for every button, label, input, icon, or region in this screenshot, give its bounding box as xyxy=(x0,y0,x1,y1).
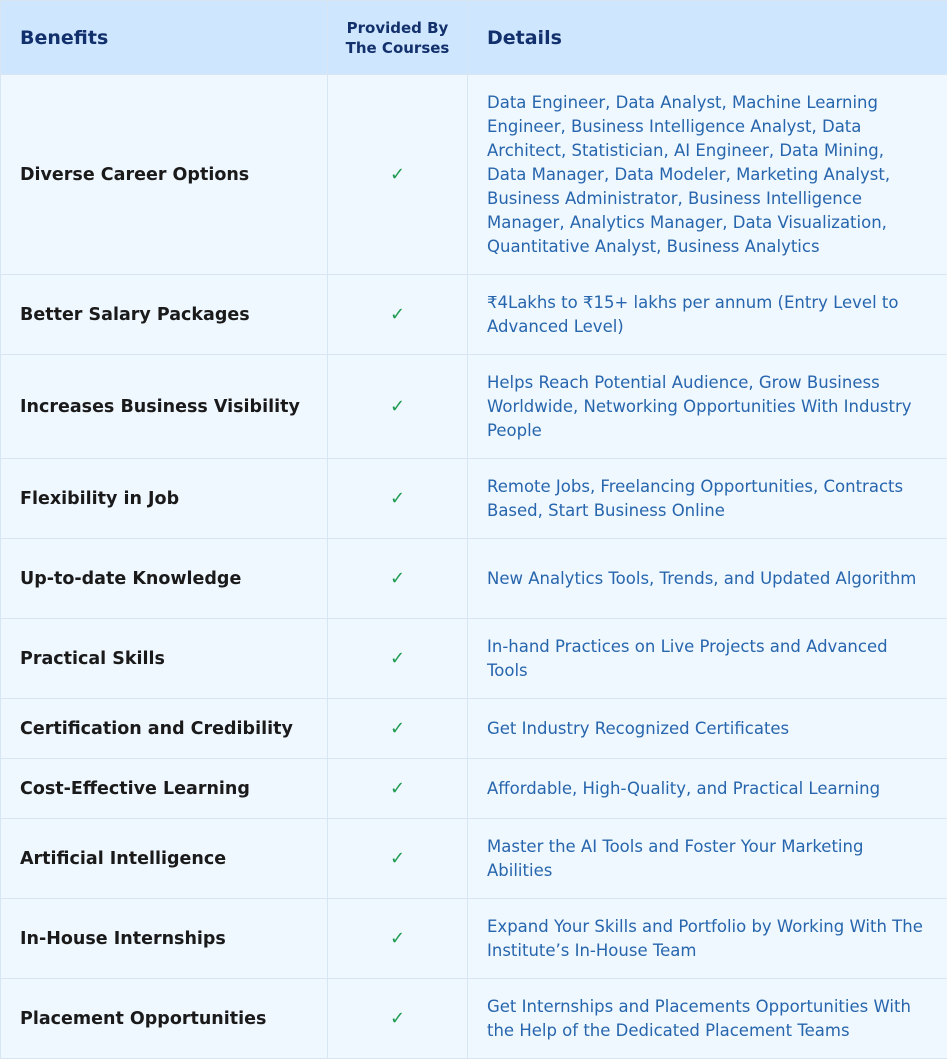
header-benefits: Benefits xyxy=(1,1,328,75)
benefit-cell: In-House Internships xyxy=(1,899,328,979)
header-row xyxy=(1,1,947,75)
details-cell: Get Internships and Placements Opportunities With the Help of the Dedicated Placement Teams xyxy=(468,979,947,1059)
table-row xyxy=(1,355,947,459)
details-cell: In-hand Practices on Live Projects and Advanced Tools xyxy=(468,619,947,699)
benefit-cell: Increases Business Visibility xyxy=(1,355,328,459)
benefit-cell: Cost-Effective Learning xyxy=(1,759,328,819)
checkmark-icon: ✓ xyxy=(328,979,468,1059)
checkmark-icon: ✓ xyxy=(328,819,468,899)
benefit-cell: Artificial Intelligence xyxy=(1,819,328,899)
header-details: Details xyxy=(468,1,947,75)
table-body xyxy=(1,75,947,1059)
checkmark-icon: ✓ xyxy=(328,539,468,619)
benefit-cell: Diverse Career Options xyxy=(1,75,328,275)
details-cell: Remote Jobs, Freelancing Opportunities, Contracts Based, Start Business Online xyxy=(468,459,947,539)
table-row xyxy=(1,275,947,355)
table-header xyxy=(1,1,947,75)
table-row xyxy=(1,819,947,899)
table-row xyxy=(1,619,947,699)
benefit-cell: Certification and Credibility xyxy=(1,699,328,759)
benefit-cell: Up-to-date Knowledge xyxy=(1,539,328,619)
benefit-cell: Practical Skills xyxy=(1,619,328,699)
table-row xyxy=(1,75,947,275)
checkmark-icon: ✓ xyxy=(328,75,468,275)
details-cell: Master the AI Tools and Foster Your Marketing Abilities xyxy=(468,819,947,899)
checkmark-icon: ✓ xyxy=(328,619,468,699)
benefit-cell: Flexibility in Job xyxy=(1,459,328,539)
checkmark-icon: ✓ xyxy=(328,759,468,819)
checkmark-icon: ✓ xyxy=(328,355,468,459)
table-row xyxy=(1,759,947,819)
details-cell: Expand Your Skills and Portfolio by Working With The Institute’s In-House Team xyxy=(468,899,947,979)
details-cell: ₹4Lakhs to ₹15+ lakhs per annum (Entry Level to Advanced Level) xyxy=(468,275,947,355)
details-cell: Helps Reach Potential Audience, Grow Business Worldwide, Networking Opportunities With Industry People xyxy=(468,355,947,459)
table-row xyxy=(1,899,947,979)
details-cell: Affordable, High-Quality, and Practical Learning xyxy=(468,759,947,819)
table-row xyxy=(1,699,947,759)
details-cell: Get Industry Recognized Certificates xyxy=(468,699,947,759)
checkmark-icon: ✓ xyxy=(328,699,468,759)
header-provided: Provided By The Courses xyxy=(328,1,468,75)
checkmark-icon: ✓ xyxy=(328,899,468,979)
benefit-cell: Placement Opportunities xyxy=(1,979,328,1059)
checkmark-icon: ✓ xyxy=(328,459,468,539)
checkmark-icon: ✓ xyxy=(328,275,468,355)
benefit-cell: Better Salary Packages xyxy=(1,275,328,355)
table-row xyxy=(1,979,947,1059)
details-cell: New Analytics Tools, Trends, and Updated Algorithm xyxy=(468,539,947,619)
details-cell: Data Engineer, Data Analyst, Machine Learning Engineer, Business Intelligence Analyst, Data Architect, Statistician, AI Engineer, Data Mining, Data Manager, Data Modeler, Marketing Analyst, Business Administrator, Business Intelligence Manager, Analytics Manager, Data Visualization, Quantitative Analyst, Business Analytics xyxy=(468,75,947,275)
table-row xyxy=(1,539,947,619)
table-row xyxy=(1,459,947,539)
